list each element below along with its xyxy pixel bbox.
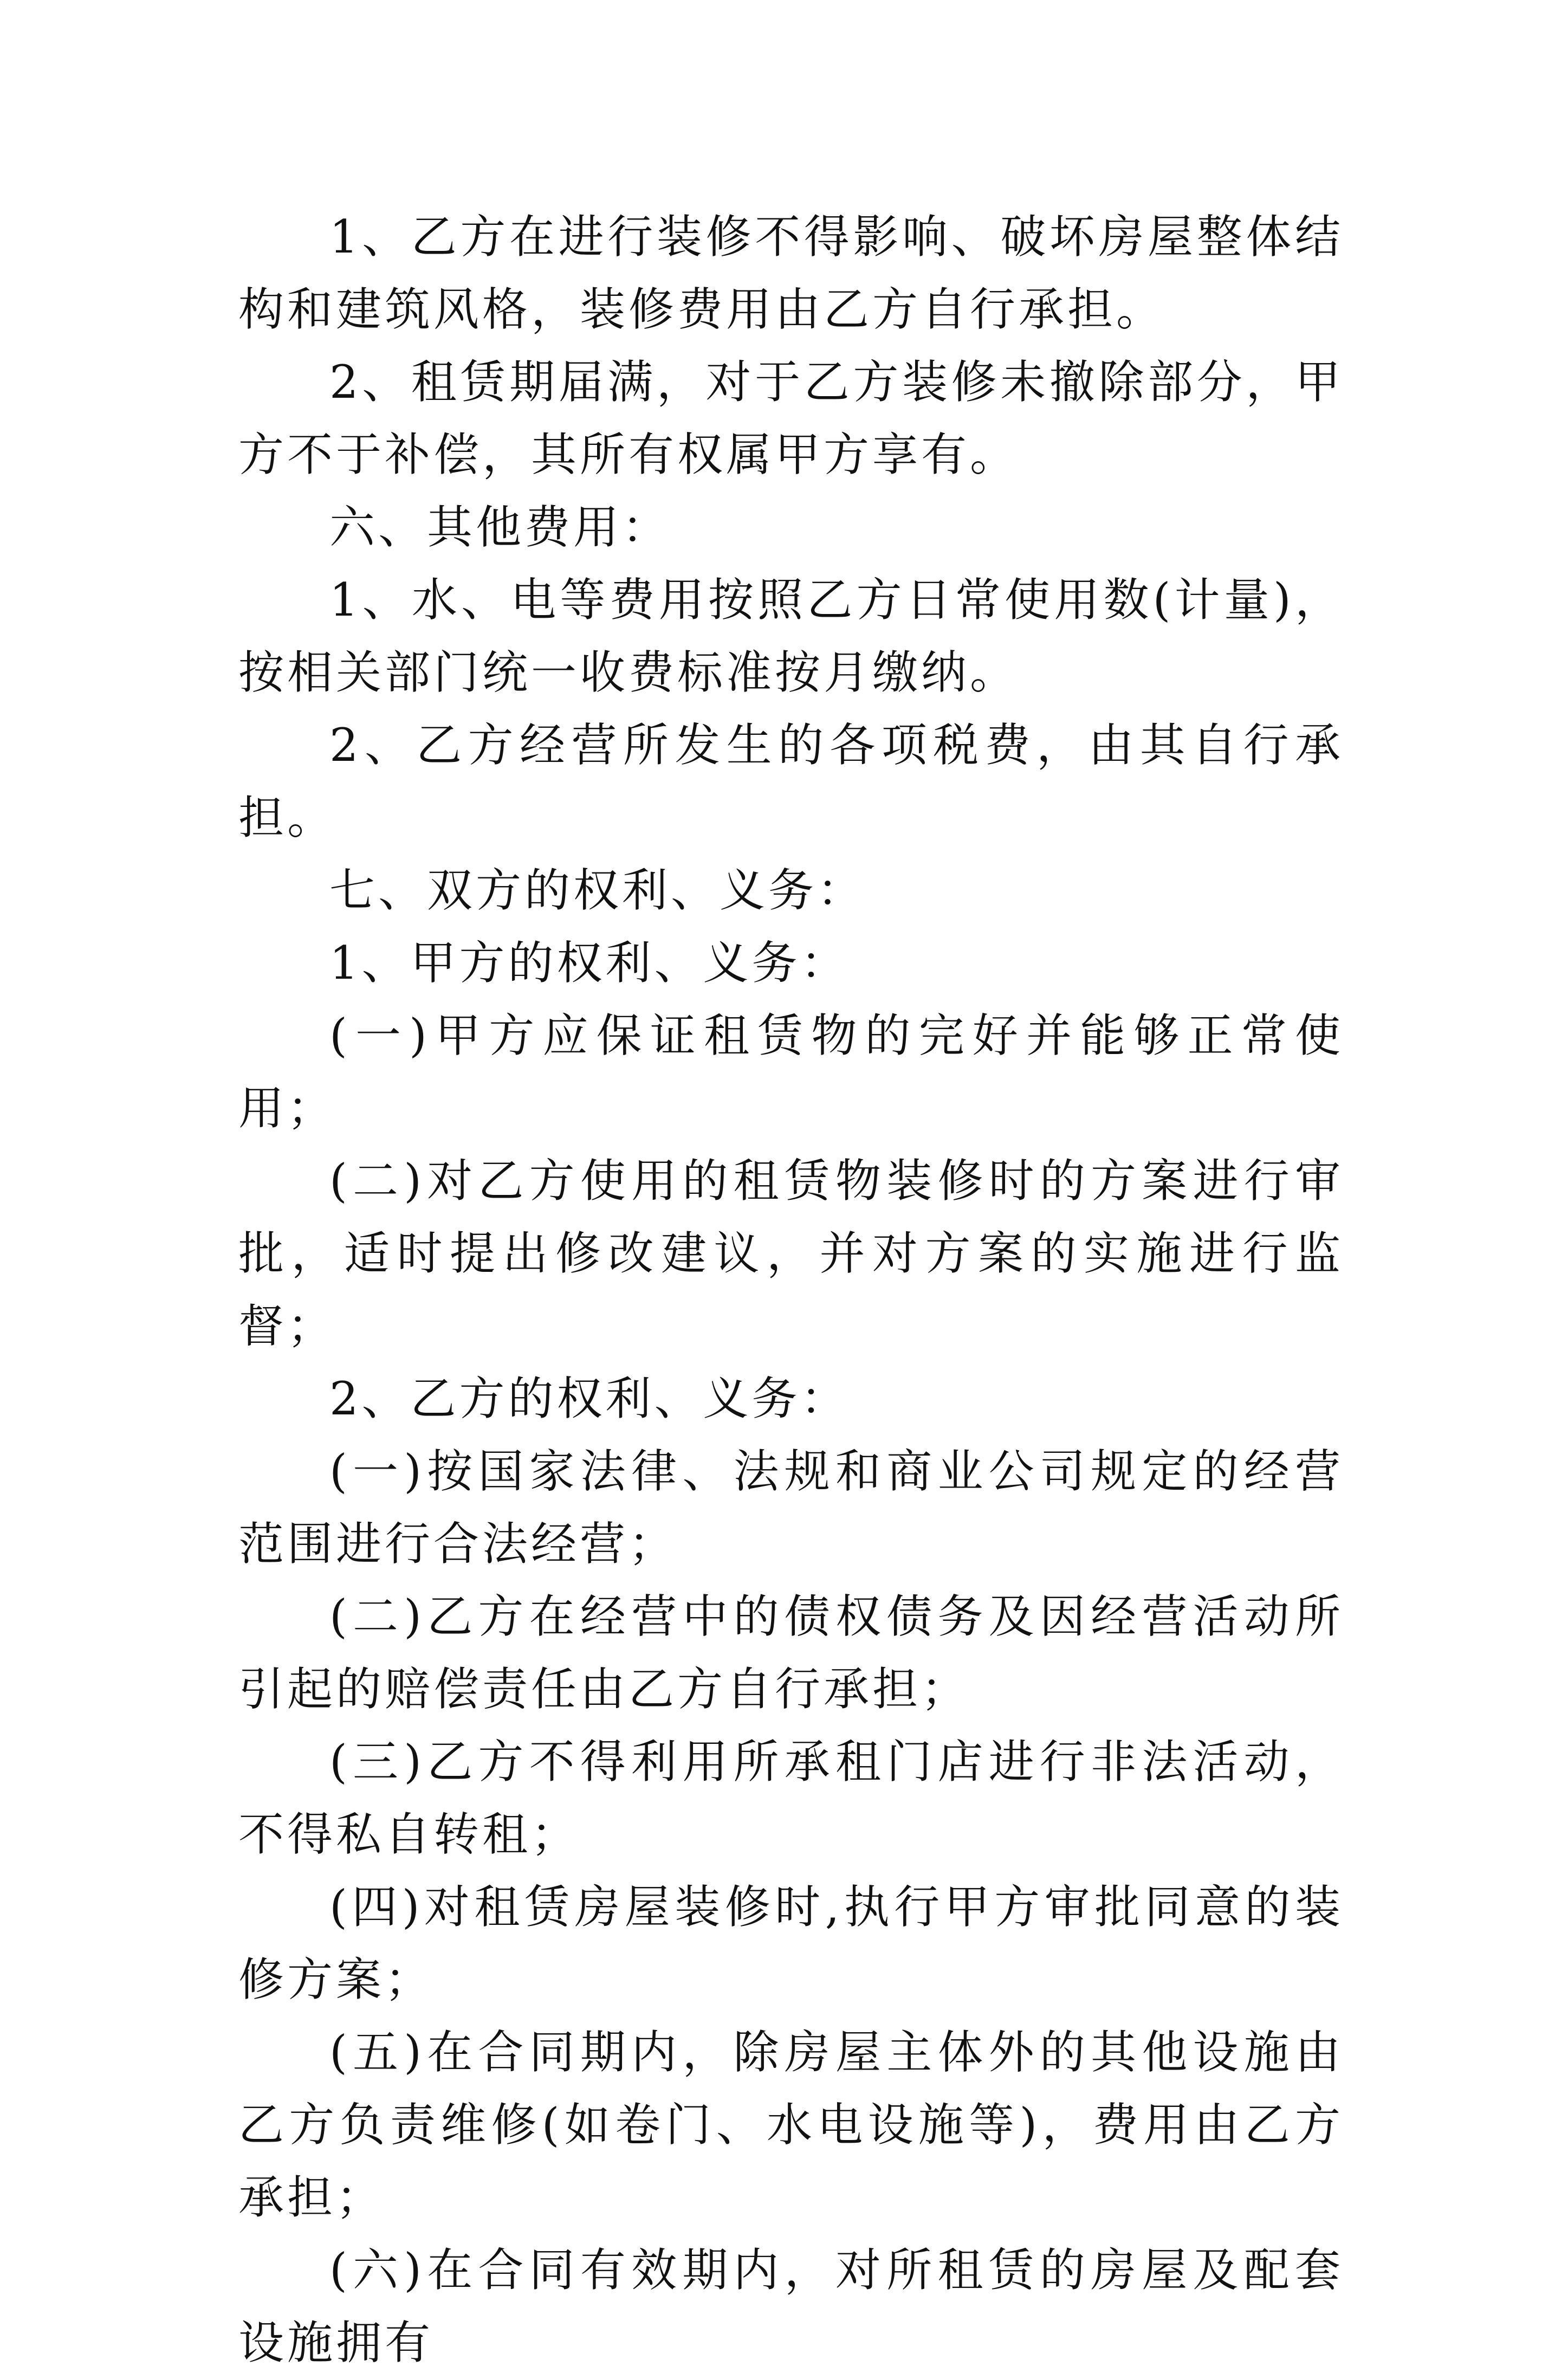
list-item-party-b-1: (一)按国家法律、法规和商业公司规定的经营范围进行合法经营； — [238, 1445, 1344, 1570]
list-item-party-b-2: (二)乙方在经营中的债权债务及因经营活动所引起的赔偿责任由乙方自行承担； — [238, 1590, 1344, 1716]
section-heading-rights-obligations: 七、双方的权利、义务： — [329, 864, 866, 917]
list-item-party-a-2: (二)对乙方使用的租赁物装修时的方案进行审批，适时提出修改建议，并对方案的实施进行监督； — [238, 1154, 1344, 1353]
subheading-party-a: 1、甲方的权利、义务： — [329, 936, 850, 990]
list-item-party-b-5: (五)在合同期内，除房屋主体外的其他设施由乙方负责维修(如卷门、水电设施等)，费用由乙方承担； — [238, 2026, 1344, 2224]
contract-body — [238, 201, 1344, 2379]
list-item-party-a-1: (一)甲方应保证租赁物的完好并能够正常使用； — [238, 1009, 1344, 1135]
paragraph-utilities-clause: 1、水、电等费用按照乙方日常使用数(计量)，按相关部门统一收费标准按月缴纳。 — [238, 573, 1344, 699]
paragraph-decoration-clause: 1、乙方在进行装修不得影响、破坏房屋整体结构和建筑风格，装修费用由乙方自行承担。 — [238, 210, 1344, 336]
paragraph-taxes-clause: 2、乙方经营所发生的各项税费，由其自行承担。 — [238, 719, 1344, 844]
list-item-party-b-4: (四)对租赁房屋装修时,执行甲方审批同意的装修方案； — [238, 1880, 1344, 2006]
subheading-party-b: 2、乙方的权利、义务： — [329, 1372, 850, 1425]
paragraph-lease-expiry-clause: 2、租赁期届满，对于乙方装修未撤除部分，甲方不于补偿，其所有权属甲方享有。 — [238, 355, 1344, 481]
section-heading-other-fees: 六、其他费用： — [329, 501, 671, 554]
list-item-party-b-6: (六)在合同有效期内，对所租赁的房屋及配套设施拥有 — [238, 2244, 1344, 2369]
list-item-party-b-3: (三)乙方不得利用所承租门店进行非法活动，不得私自转租； — [238, 1735, 1344, 1861]
